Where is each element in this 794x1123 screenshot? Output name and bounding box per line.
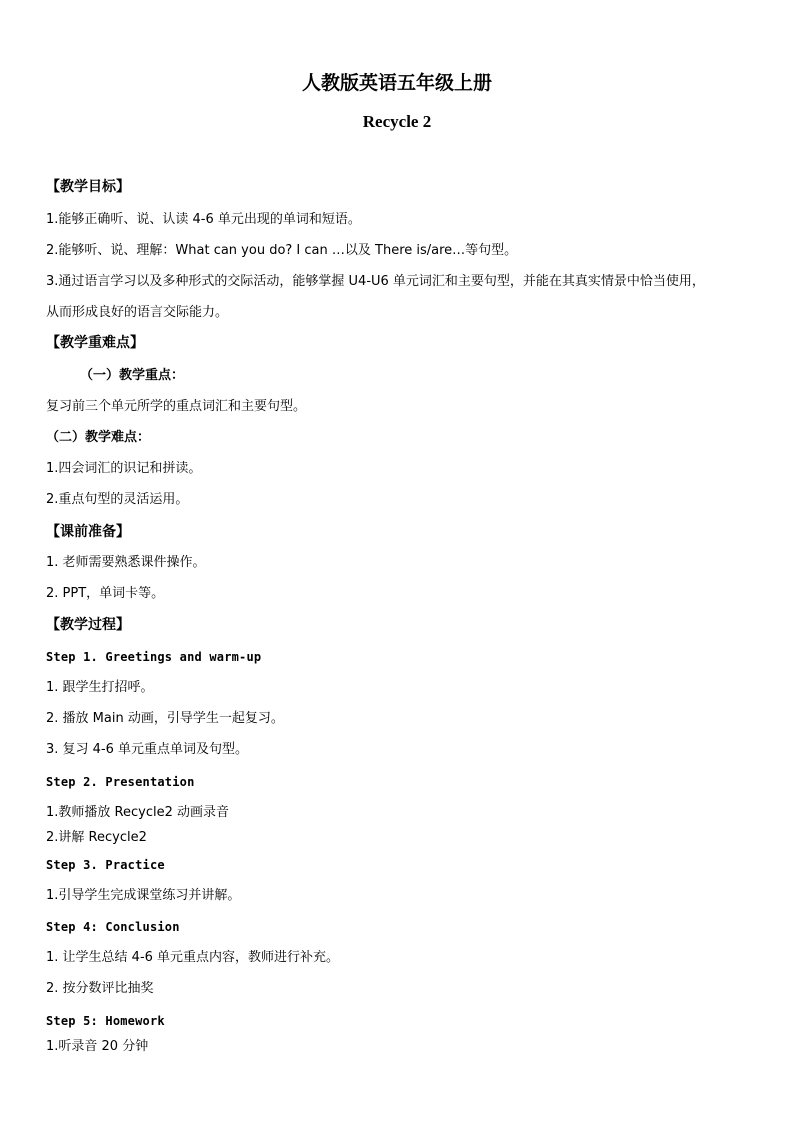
objective-item-continued: 从而形成良好的语言交际能力。 bbox=[46, 305, 229, 320]
preparation-item: 2. PPT，单词卡等。 bbox=[46, 586, 165, 601]
step2-item: 2.讲解 Recycle2 bbox=[46, 830, 147, 845]
process-heading: 【教学过程】 bbox=[46, 617, 130, 633]
step2-item: 1.教师播放 Recycle2 动画录音 bbox=[46, 805, 229, 820]
step4-item: 1. 让学生总结 4-6 单元重点内容，教师进行补充。 bbox=[46, 950, 340, 965]
preparation-item: 1. 老师需要熟悉课件操作。 bbox=[46, 555, 206, 570]
key-points-subheading: （一）教学重点： bbox=[80, 368, 185, 383]
step1-item: 1. 跟学生打招呼。 bbox=[46, 680, 154, 695]
step4-title: Step 4: Conclusion bbox=[46, 920, 180, 934]
step2-title: Step 2. Presentation bbox=[46, 775, 195, 789]
objective-item: 1.能够正确听、说、认读 4-6 单元出现的单词和短语。 bbox=[46, 212, 361, 227]
page-title: 人教版英语五年级上册 bbox=[301, 72, 492, 94]
step1-item: 3. 复习 4-6 单元重点单词及句型。 bbox=[46, 742, 249, 757]
step5-title: Step 5: Homework bbox=[46, 1014, 165, 1028]
difficulty-item: 2.重点句型的灵活运用。 bbox=[46, 492, 189, 507]
difficulties-subheading: （二）教学难点： bbox=[46, 430, 151, 445]
page-subtitle: Recycle 2 bbox=[362, 112, 432, 131]
step1-item: 2. 播放 Main 动画，引导学生一起复习。 bbox=[46, 711, 284, 726]
difficulty-item: 1.四会词汇的识记和拼读。 bbox=[46, 461, 202, 476]
key-difficulty-heading: 【教学重难点】 bbox=[46, 335, 144, 351]
objective-item: 2.能够听、说、理解：What can you do? I can …以及 There is/are…等句型。 bbox=[46, 243, 518, 258]
step4-item: 2. 按分数评比抽奖 bbox=[46, 981, 154, 996]
step3-title: Step 3. Practice bbox=[46, 858, 165, 872]
key-point-text: 复习前三个单元所学的重点词汇和主要句型。 bbox=[46, 399, 307, 414]
objectives-heading: 【教学目标】 bbox=[46, 179, 130, 195]
step1-title: Step 1. Greetings and warm-up bbox=[46, 650, 262, 664]
step3-item: 1.引导学生完成课堂练习并讲解。 bbox=[46, 888, 241, 903]
objective-item: 3.通过语言学习以及多种形式的交际活动，能够掌握 U4-U6 单元词汇和主要句型，并能在其真实情景中恰当使用， bbox=[46, 274, 705, 289]
step5-item: 1.听录音 20 分钟 bbox=[46, 1039, 149, 1054]
preparation-heading: 【课前准备】 bbox=[46, 524, 130, 540]
